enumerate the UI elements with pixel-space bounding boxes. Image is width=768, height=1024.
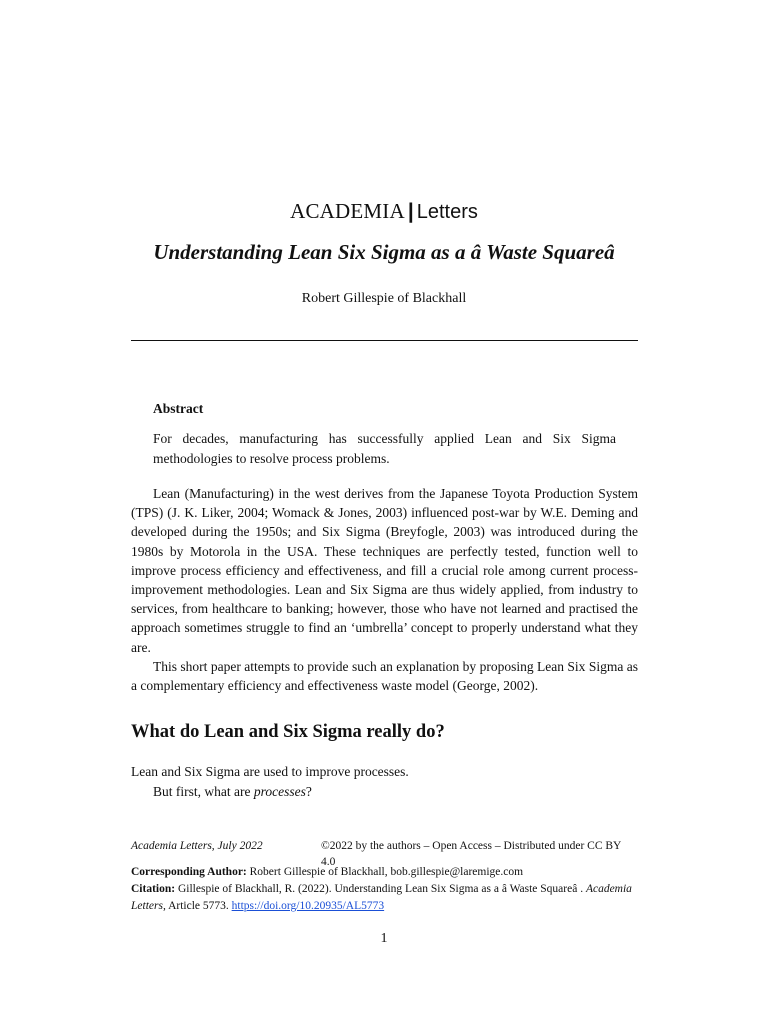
- section-line: [131, 782, 638, 802]
- emphasized-term: processes: [253, 783, 306, 799]
- section-line-prefix: But first, what are: [153, 783, 254, 799]
- body-paragraph: Lean (Manufacturing) in the west derives from the Japanese Toyota Production System (TPS) (J. K. Liker, 2004; Womack & Jones, 2003) influenced post-war by W.E. Deming and developed during the 1950s; and Six Sigma (Breyfogle, 2003) was introduced during the 1980s by Motorola in the USA. These techniques are perfectly tested, function well to improve process efficiency and effectiveness, and fill a crucial role among current process-improvement methodologies. Lean and Six Sigma are thus widely applied, from industry to services, from healthcare to banking; however, those who have not learned and practised the approach sometimes struggle to find an ‘umbrella’ concept to properly understand what they are.: [131, 486, 638, 655]
- body-paragraph: This short paper attempts to provide such an explanation by proposing Lean Six Sigma as a complementary efficiency and effectiveness waste model (George, 2002).: [131, 658, 638, 694]
- journal-section: Letters: [416, 201, 478, 223]
- title-divider: [131, 340, 638, 341]
- corresponding-label: Corresponding Author:: [131, 866, 247, 878]
- citation-text: Gillespie of Blackhall, R. (2022). Understanding Lean Six Sigma as a â Waste Squareâ .: [175, 883, 586, 895]
- section-line-suffix: ?: [305, 783, 312, 799]
- abstract-paragraph: For decades, manufacturing has successfully applied Lean and Six Sigma methodologies to resolve process problems.: [153, 431, 616, 466]
- license-note: ©2022 by the authors – Open Access – Distributed under CC BY 4.0: [321, 840, 621, 868]
- citation-article: Article 5773.: [165, 900, 232, 912]
- journal-date: Academia Letters, July 2022: [131, 840, 263, 852]
- paper-metadata: [131, 864, 638, 915]
- journal-masthead: [0, 198, 768, 225]
- intro-body: [131, 484, 638, 695]
- paper-title: Understanding Lean Six Sigma as a â Waste Squareâ: [153, 240, 615, 264]
- section-heading: What do Lean and Six Sigma really do?: [131, 722, 445, 742]
- citation-label: Citation:: [131, 883, 176, 895]
- corresponding-author: [131, 864, 638, 881]
- citation-journal: Academia Letters,: [131, 883, 632, 912]
- section-body: [131, 762, 638, 801]
- section-line: Lean and Six Sigma are used to improve processes.: [131, 764, 409, 779]
- masthead-separator: |: [407, 200, 414, 223]
- abstract-heading: Abstract: [153, 401, 204, 416]
- doi-link[interactable]: https://doi.org/10.20935/AL5773: [231, 900, 385, 912]
- citation: [131, 881, 638, 915]
- corresponding-text: Robert Gillespie of Blackhall, bob.gillespie@laremige.com: [246, 866, 524, 878]
- journal-brand: ACADEMIA: [290, 199, 405, 223]
- paper-author: Robert Gillespie of Blackhall: [301, 291, 467, 306]
- page-number: 1: [380, 931, 388, 946]
- abstract-text: [153, 429, 616, 468]
